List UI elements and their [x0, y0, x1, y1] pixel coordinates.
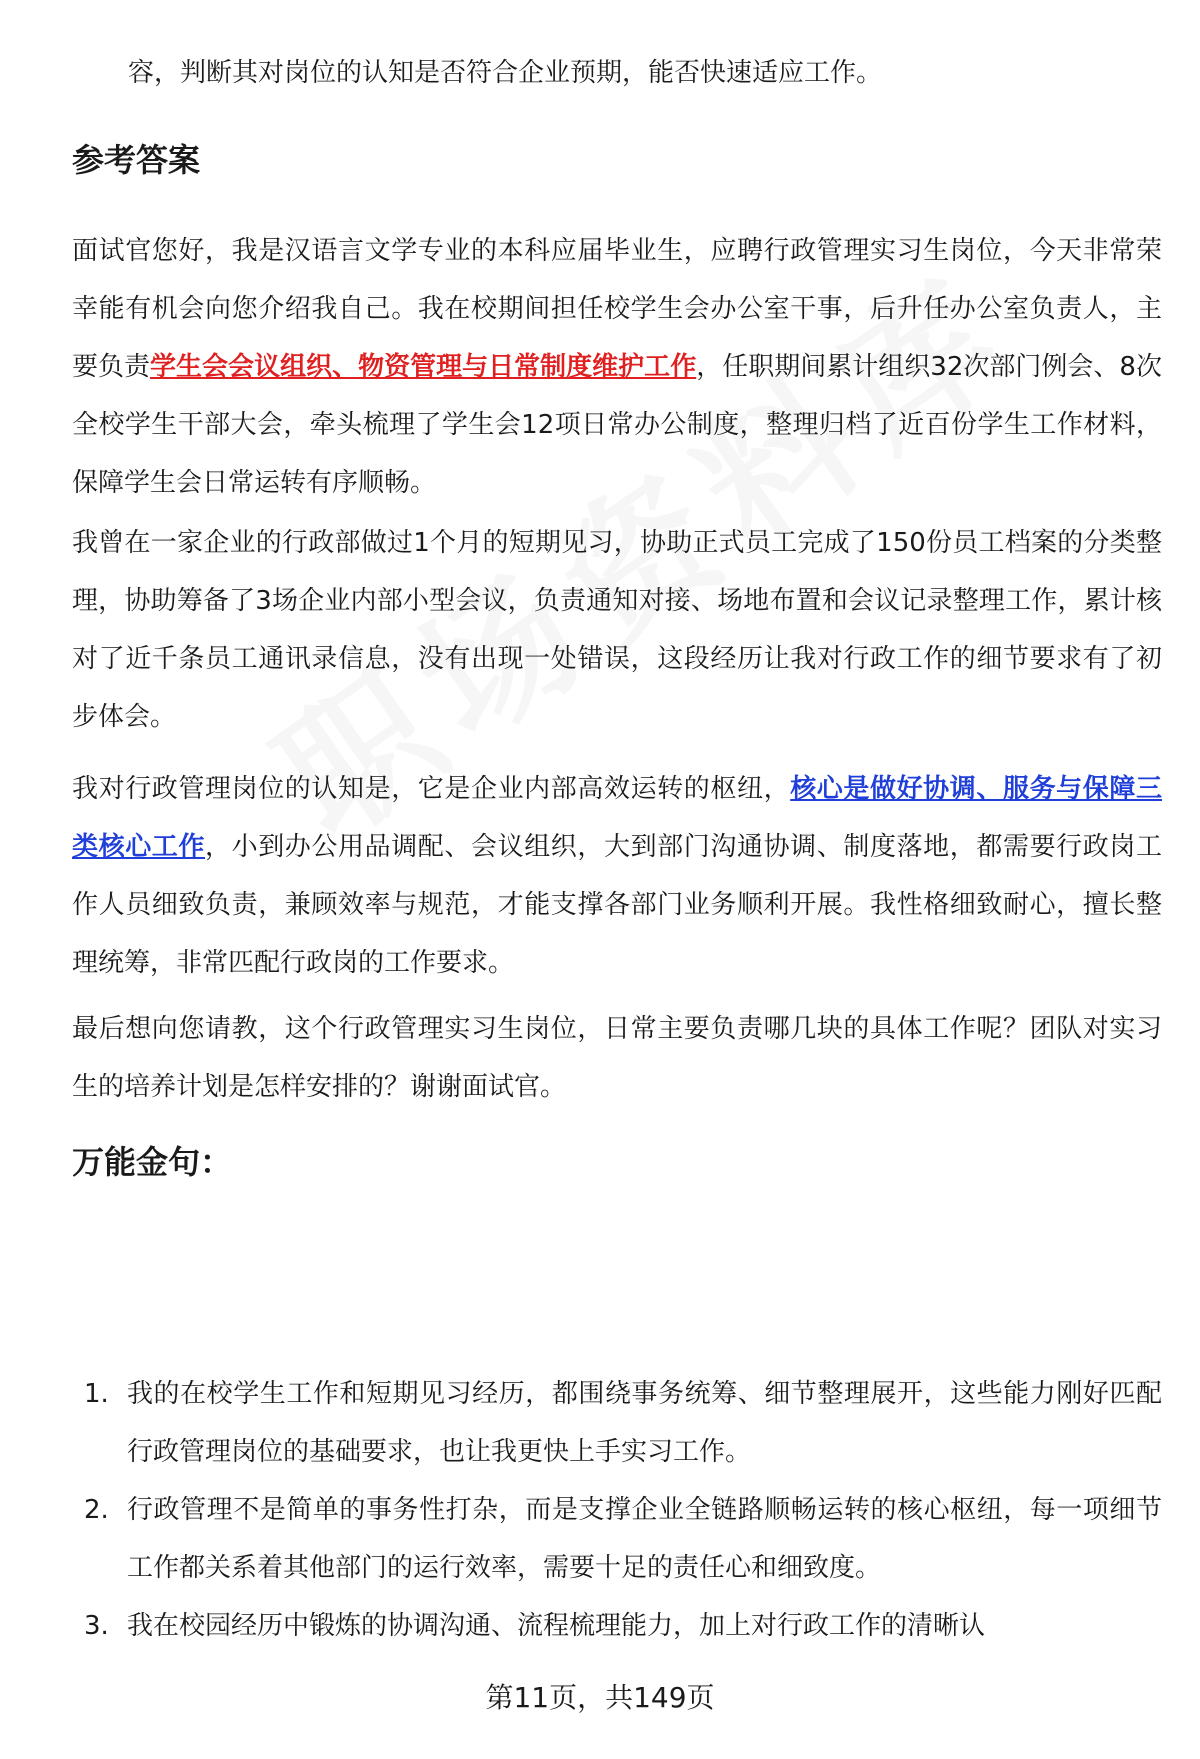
list-text: 我的在校学生工作和短期见习经历，都围绕事务统筹、细节整理展开，这些能力刚好匹配行政管理岗位的基础要求，也让我更快上手实习工作。: [127, 1379, 1162, 1467]
list-text: 我在校园经历中锻炼的协调沟通、流程梳理能力，加上对行政工作的清晰认: [127, 1611, 986, 1641]
list-number: 2.: [84, 1495, 109, 1525]
list-item: [72, 1481, 1162, 1597]
page-number-footer: 第11页，共149页: [0, 1676, 1200, 1759]
answer-paragraph-3: [72, 760, 1162, 992]
paragraph-text: ，任职期间累计组织32次部门例会、8次全校学生干部大会，牵头梳理了学生会12项日常办公制度，整理归档了近百份学生工作材料，保障学生会日常运转有序顺畅。: [72, 352, 1162, 498]
list-text: 行政管理不是简单的事务性打杂，而是支撑企业全链路顺畅运转的核心枢纽，每一项细节工作都关系着其他部门的运行效率，需要十足的责任心和细致度。: [127, 1495, 1162, 1583]
list-item: [72, 1597, 1162, 1655]
list-number: 1.: [84, 1379, 109, 1409]
answer-paragraph-2: 我曾在一家企业的行政部做过1个月的短期见习，协助正式员工完成了150份员工档案的分类整理，协助筹备了3场企业内部小型会议，负责通知对接、场地布置和会议记录整理工作，累计核对了近千条员工通讯录信息，没有出现一处错误，这段经历让我对行政工作的细节要求有了初步体会。: [72, 528, 1162, 732]
answer-paragraph-4: 最后想向您请教，这个行政管理实习生岗位，日常主要负责哪几块的具体工作呢？团队对实习生的培养计划是怎样安排的？谢谢面试官。: [72, 1014, 1162, 1102]
list-item: [72, 1365, 1162, 1481]
answer-paragraph-1: [72, 222, 1162, 512]
paragraph-text: 我对行政管理岗位的认知是，它是企业内部高效运转的枢纽，: [72, 774, 791, 804]
paragraph-text: ，小到办公用品调配、会议组织，大到部门沟通协调、制度落地，都需要行政岗工作人员细致负责，兼顾效率与规范，才能支撑各部门业务顺利开展。我性格细致耐心，擅长整理统筹，非常匹配行政岗的工作要求。: [72, 832, 1162, 978]
highlight-blue: 核心是做好协调、服务与保障三类核心工作: [72, 774, 1162, 862]
reference-answer-heading: 参考答案: [72, 141, 201, 179]
list-number: 3.: [84, 1611, 109, 1641]
golden-sentences-list: [72, 1365, 1162, 1655]
paragraph-text: 面试官您好，我是汉语言文学专业的本科应届毕业生，应聘行政管理实习生岗位，今天非常荣幸能有机会向您介绍我自己。我在校期间担任校学生会办公室干事，后升任办公室负责人，主要负责: [72, 236, 1162, 382]
intro-line: 容，判断其对岗位的认知是否符合企业预期，能否快速适应工作。: [128, 58, 883, 88]
highlight-red: 学生会会议组织、物资管理与日常制度维护工作: [150, 352, 697, 382]
golden-sentences-heading: 万能金句：: [72, 1143, 233, 1181]
